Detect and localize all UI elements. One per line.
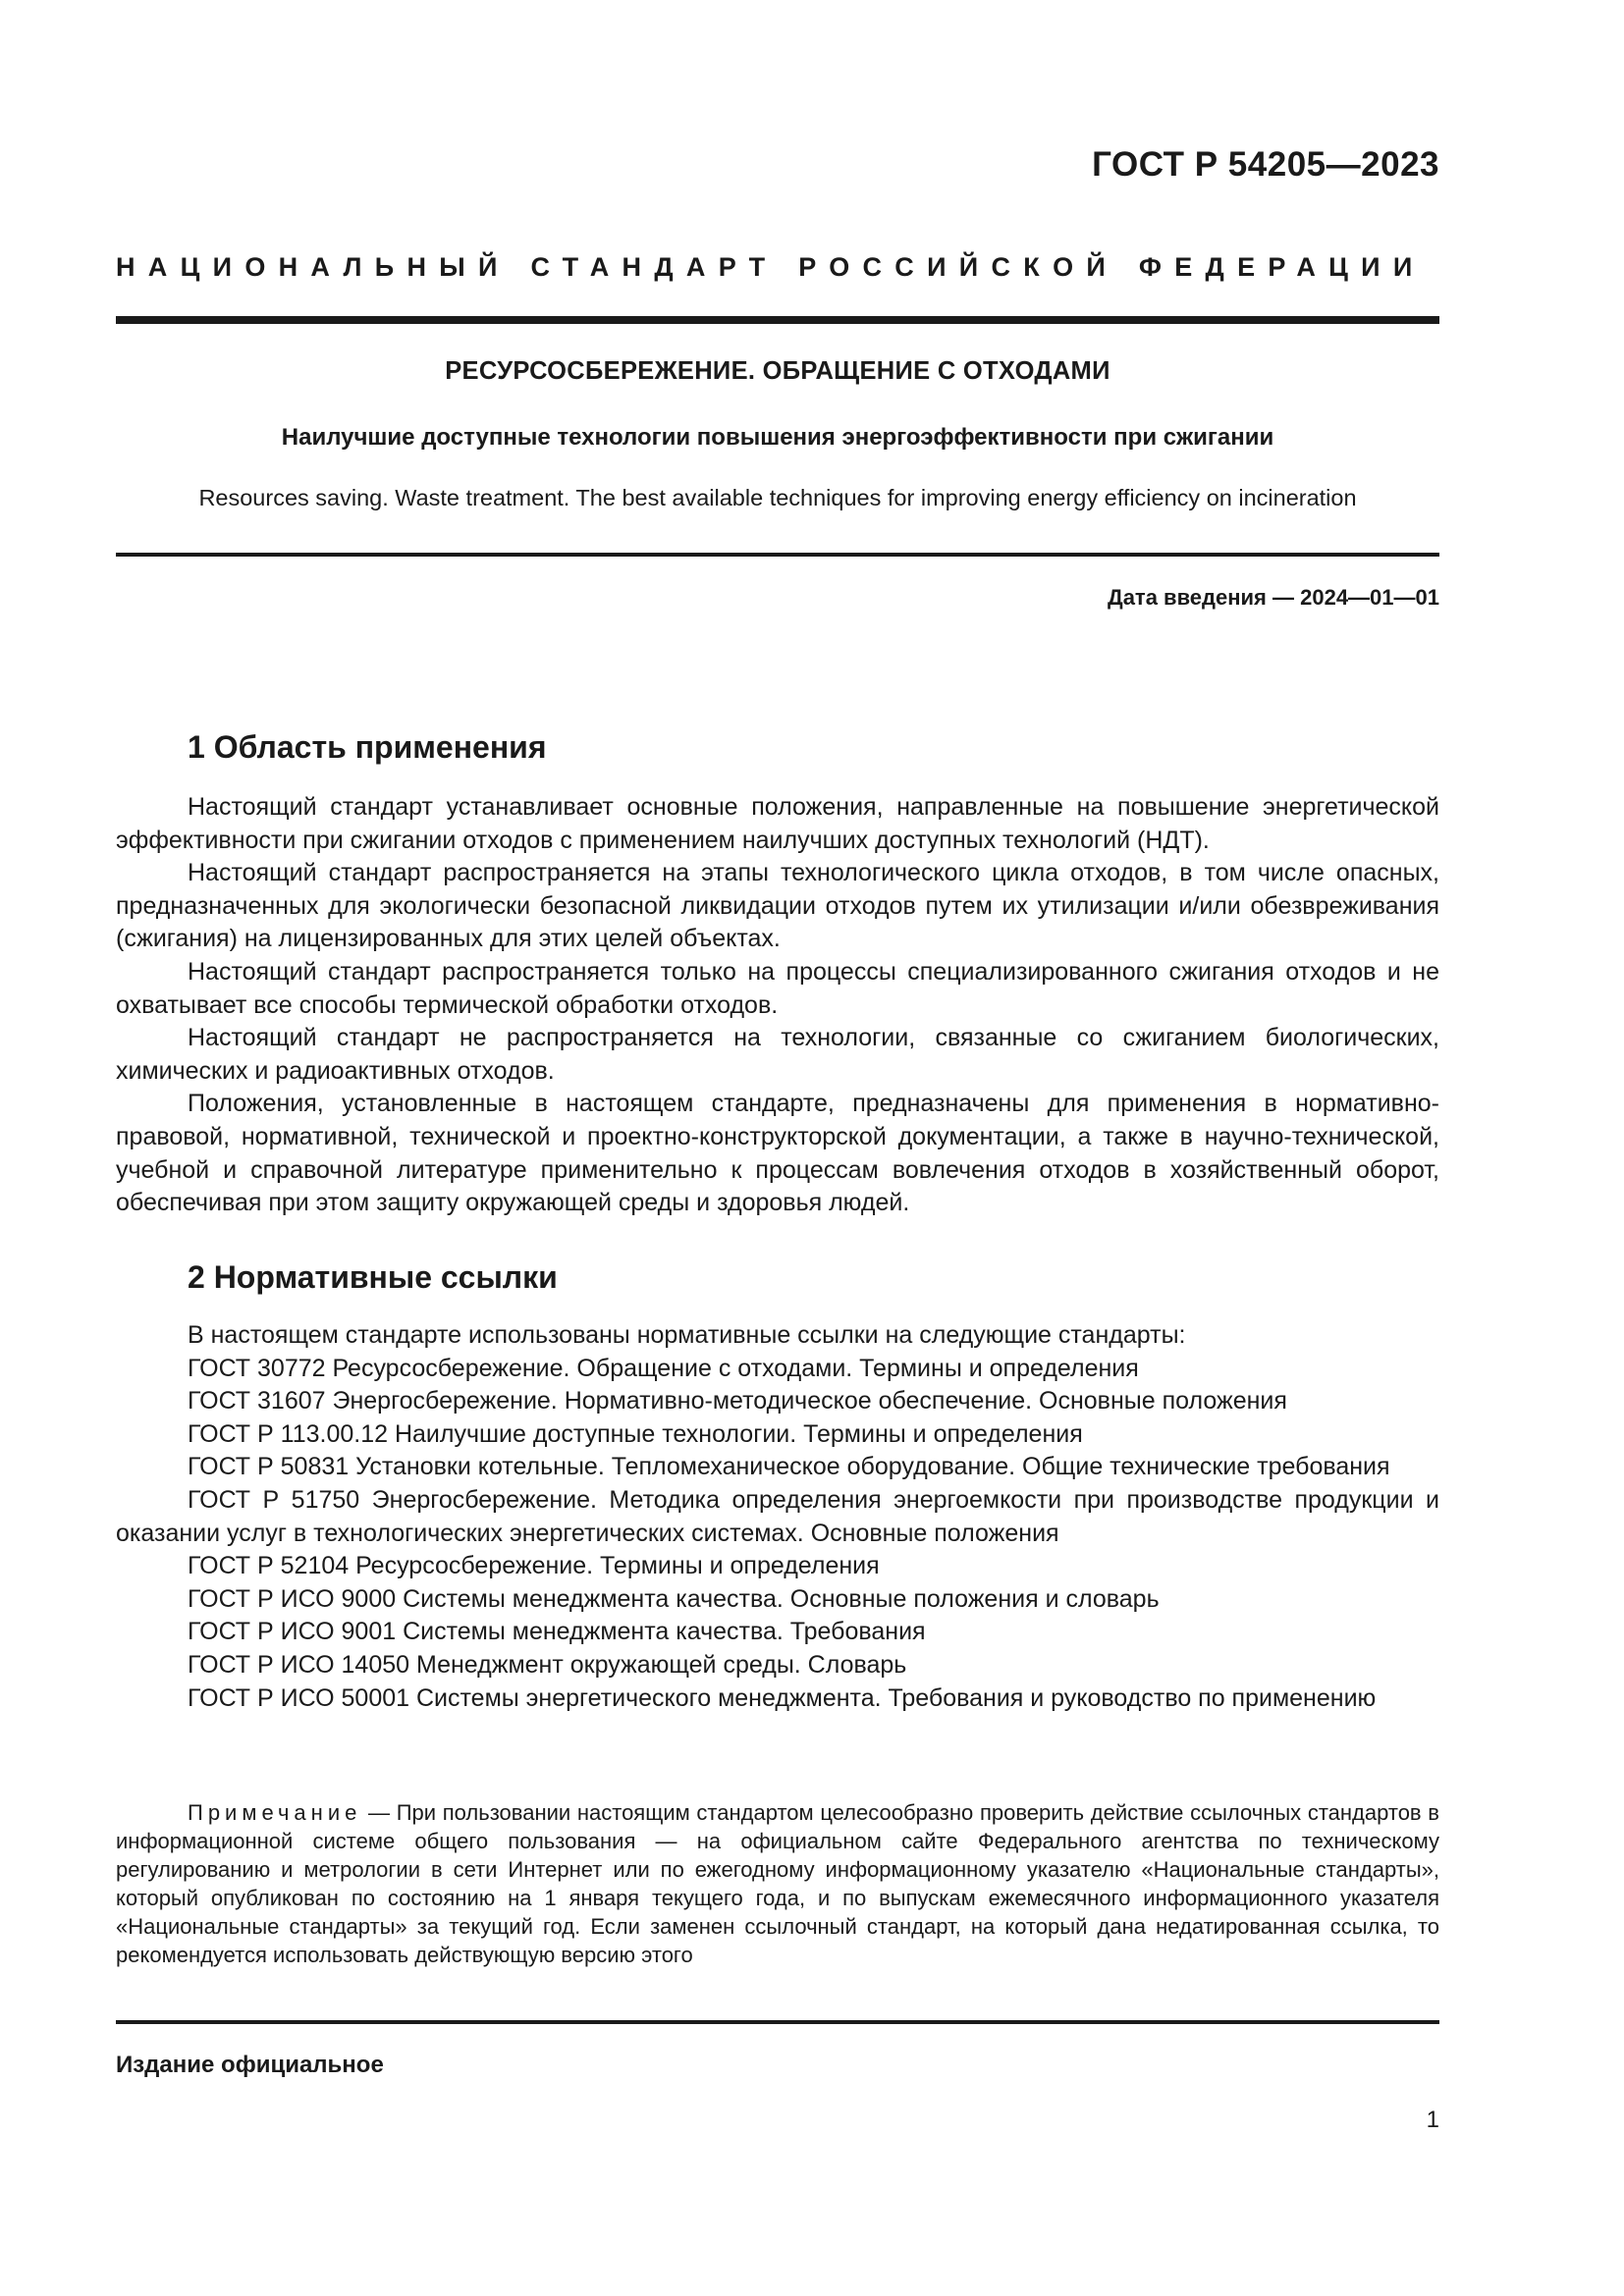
reference-item: ГОСТ Р 113.00.12 Наилучшие доступные технологии. Термины и определения (188, 1419, 1083, 1448)
document-title-english: Resources saving. Waste treatment. The best available techniques for improving energy efficiency on incineration (198, 485, 1357, 510)
reference-item: ГОСТ Р 50831 Установки котельные. Тепломеханическое оборудование. Общие технические требования (188, 1453, 1390, 1481)
section-2-body (116, 1319, 1439, 1715)
paragraph: Настоящий стандарт распространяется на этапы технологического цикла отходов, в том числе опасных, предназначенных для экологически безопасной ликвидации отходов путем их утилизации и/или обезвреживания (сжигания) на лицензированных для этих целей объектах. (116, 859, 1439, 953)
page-number: 1 (1426, 2107, 1439, 2133)
note (116, 1798, 1439, 1969)
section-2-heading: 2 Нормативные ссылки (188, 1259, 558, 1295)
paragraph: Настоящий стандарт не распространяется на технологии, связанные со сжиганием биологических, химических и радиоактивных отходов. (116, 1024, 1439, 1085)
paragraph: Положения, установленные в настоящем стандарте, предназначены для применения в нормативно-правовой, нормативной, технической и проектно-конструкторской документации, а также в научно-технической, учебной и справочной литературе применительно к процессам вовлечения отходов в хозяйственный оборот, обеспечивая при этом защиту окружающей среды и здоровья людей. (116, 1090, 1439, 1217)
reference-item: ГОСТ Р ИСО 50001 Системы энергетического менеджмента. Требования и руководство по применению (188, 1683, 1377, 1712)
document-subtitle: Наилучшие доступные технологии повышения энергоэффективности при сжигании (281, 424, 1274, 451)
title-divider (116, 553, 1439, 557)
section-1-heading: 1 Область применения (188, 729, 547, 765)
national-standard-banner: НАЦИОНАЛЬНЫЙ СТАНДАРТ РОССИЙСКОЙ ФЕДЕРАЦИИ (116, 252, 1426, 282)
official-edition-label: Издание официальное (116, 2052, 384, 2078)
references-intro: В настоящем стандарте использованы нормативные ссылки на следующие стандарты: (188, 1321, 1186, 1349)
reference-item: ГОСТ Р 51750 Энергосбережение. Методика определения энергоемкости при производстве продукции и оказании услуг в технологических энергетических системах. Основные положения (116, 1485, 1439, 1547)
note-label: Примечание (188, 1800, 362, 1825)
document-page (116, 0, 1439, 2296)
reference-item: ГОСТ 31607 Энергосбережение. Нормативно-методическое обеспечение. Основные положения (188, 1387, 1287, 1415)
reference-item: ГОСТ Р 52104 Ресурсосбережение. Термины и определения (188, 1552, 880, 1580)
document-title: РЕСУРСОСБЕРЕЖЕНИЕ. ОБРАЩЕНИЕ С ОТХОДАМИ (445, 357, 1110, 385)
gost-number: ГОСТ Р 54205—2023 (1092, 145, 1439, 184)
paragraph: Настоящий стандарт устанавливает основные положения, направленные на повышение энергетической эффективности при сжигании отходов с применением наилучших доступных технологий (НДТ). (116, 793, 1439, 854)
reference-item: ГОСТ 30772 Ресурсосбережение. Обращение с отходами. Термины и определения (188, 1354, 1139, 1382)
thick-divider (116, 316, 1439, 324)
note-text: — При пользовании настоящим стандартом целесообразно проверить действие ссылочных стандартов в информационной системе общего пользования — на официальном сайте Федерального агентства по техническому регулированию и метрологии в сети Интернет или по ежегодному информационному указателю «Национальные стандарты», который опубликован по состоянию на 1 января текущего года, и по выпускам ежемесячного информационного указателя «Национальные стандарты» за текущий год. Если заменен ссылочный стандарт, на который дана недатированная ссылка, то рекомендуется использовать действующую версию этого (116, 1800, 1439, 1967)
reference-item: ГОСТ Р ИСО 14050 Менеджмент окружающей среды. Словарь (188, 1650, 907, 1679)
section-1-body (116, 791, 1439, 1220)
date-of-introduction: Дата введения — 2024—01—01 (1108, 585, 1439, 610)
paragraph: Настоящий стандарт распространяется только на процессы специализированного сжигания отходов и не охватывает все способы термической обработки отходов. (116, 957, 1439, 1019)
reference-item: ГОСТ Р ИСО 9001 Системы менеджмента качества. Требования (188, 1618, 926, 1646)
reference-item: ГОСТ Р ИСО 9000 Системы менеджмента качества. Основные положения и словарь (188, 1584, 1160, 1613)
footer-divider (116, 2020, 1439, 2024)
